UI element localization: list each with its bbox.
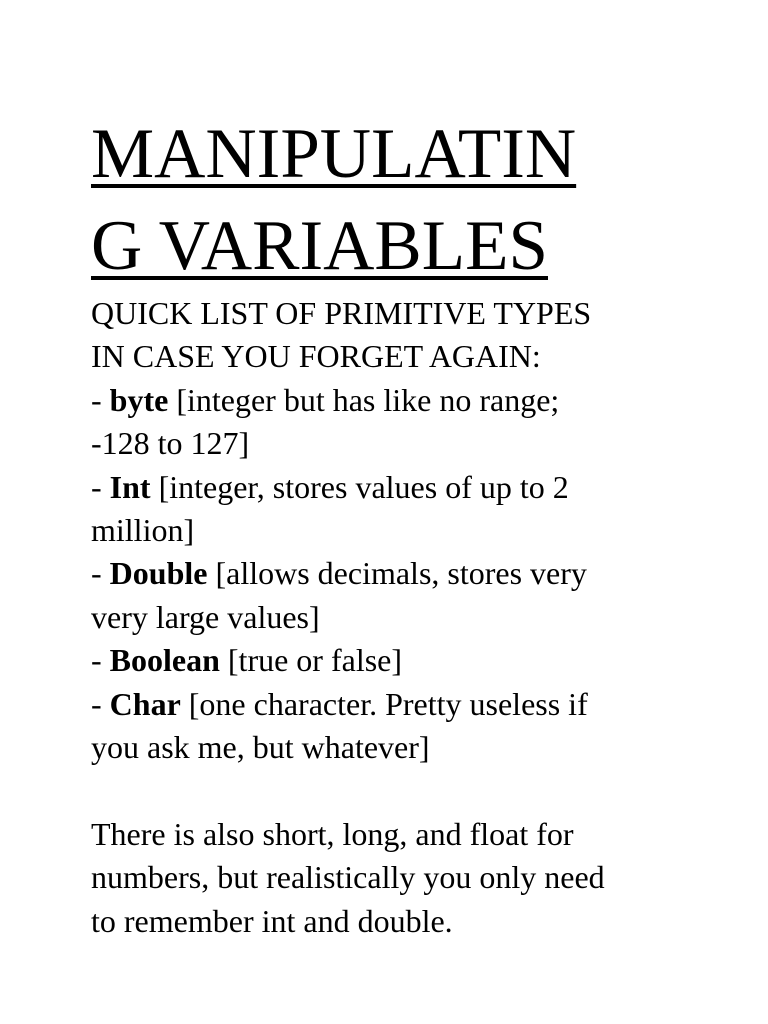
closing-line-3: to remember int and double. [91,902,453,939]
title-line-2: G VARIABLES [91,207,548,285]
closing-line-1: There is also short, long, and float for [91,815,574,852]
type-name: Int [109,468,151,505]
type-name: Char [109,685,181,722]
closing-line-2: numbers, but realistically you only need [91,859,605,896]
type-item-double: - Double [allows decimals, stores very [91,555,587,592]
type-item-char: - Char [one character. Pretty useless if [91,685,588,722]
type-item-byte: - byte [integer but has like no range; [91,381,560,418]
document-title [91,108,711,292]
document-page [91,108,711,943]
type-name: Boolean [109,642,220,679]
intro-line-2: IN CASE YOU FORGET AGAIN: [91,338,541,375]
type-item-int: - Int [integer, stores values of up to 2 [91,468,569,505]
type-item-byte-cont: -128 to 127] [91,425,250,462]
document-body [91,292,711,943]
type-item-char-cont: you ask me, but whatever] [91,729,430,766]
type-item-boolean: - Boolean [true or false] [91,642,403,679]
paragraph-gap [91,769,711,812]
intro-line-1: QUICK LIST OF PRIMITIVE TYPES [91,295,592,331]
title-line-1: MANIPULATIN [91,115,577,193]
type-name: Double [109,555,208,592]
type-name: byte [109,381,169,418]
type-item-double-cont: very large values] [91,598,320,635]
type-item-int-cont: million] [91,512,195,549]
